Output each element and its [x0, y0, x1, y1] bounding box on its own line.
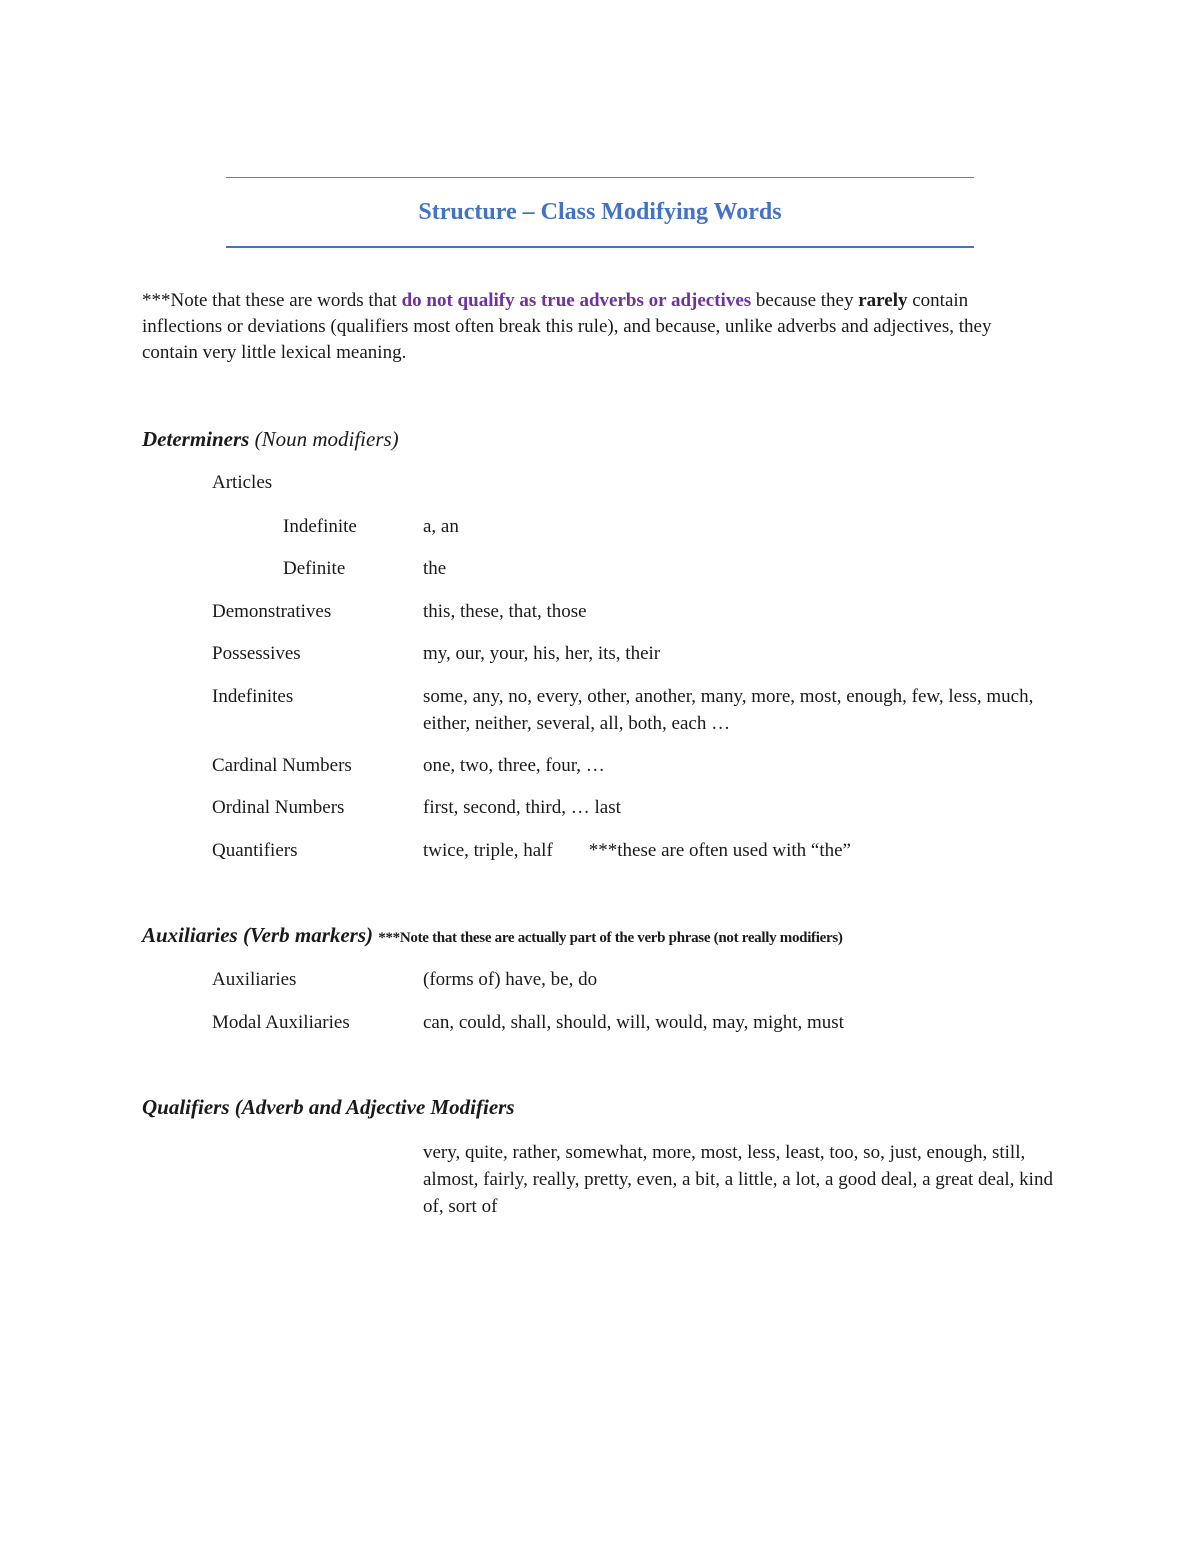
determiners-heading-bold: Determiners: [142, 427, 250, 451]
row-value-modal-auxiliaries: can, could, shall, should, will, would, may, might, must: [423, 1012, 844, 1033]
row-value-definite: the: [423, 558, 447, 579]
row-value-indefinite: a, an: [423, 516, 459, 537]
note-middle: because they: [751, 290, 859, 311]
quantifiers-value: twice, triple, half: [423, 840, 553, 861]
row-value-possessives: my, our, your, his, her, its, their: [423, 643, 661, 664]
qualifiers-heading: [142, 1095, 515, 1120]
determiners-heading-rest: (Noun modifiers): [249, 427, 399, 451]
note-prefix: ***Note that these are words that: [142, 290, 402, 311]
row-value-quantifiers: [423, 837, 1063, 864]
auxiliaries-heading-text: Auxiliaries (Verb markers): [142, 923, 374, 947]
row-value-ordinal-numbers: first, second, third, … last: [423, 797, 621, 818]
note-highlight: do not qualify as true adverbs or adjectives: [401, 290, 752, 311]
row-label-ordinal-numbers: Ordinal Numbers: [212, 797, 345, 818]
row-label-cardinal-numbers: Cardinal Numbers: [212, 755, 352, 776]
page-title: Structure – Class Modifying Words: [418, 199, 782, 225]
row-value-auxiliaries: (forms of) have, be, do: [423, 969, 598, 990]
note-suffix: contain inflections or deviations (qualifiers most often break this rule), and because, unlike adverbs and adjectives, they contain very little lexical meaning.: [142, 290, 992, 363]
row-label-indefinites: Indefinites: [212, 686, 294, 707]
title-bottom-rule: [226, 246, 974, 248]
row-label-modal-auxiliaries: Modal Auxiliaries: [212, 1012, 350, 1033]
quantifiers-note: ***these are often used with “the”: [588, 840, 851, 861]
determiners-heading: [142, 427, 399, 452]
auxiliaries-heading: [142, 923, 843, 948]
note-bold: rarely: [858, 290, 908, 311]
row-value-cardinal-numbers: one, two, three, four, …: [423, 755, 605, 776]
row-label-definite: Definite: [283, 558, 346, 579]
row-label-demonstratives: Demonstratives: [212, 601, 332, 622]
qualifiers-value: very, quite, rather, somewhat, more, most, less, least, too, so, just, enough, still, almost, fairly, really, pretty, even, a bit, a little, a lot, a good deal, a great deal, kind of, sort of: [423, 1142, 1053, 1217]
row-label-quantifiers: Quantifiers: [212, 840, 298, 861]
row-value-demonstratives: this, these, that, those: [423, 601, 587, 622]
title-top-rule: [226, 177, 974, 178]
row-label-auxiliaries: Auxiliaries: [212, 969, 297, 990]
articles-label: Articles: [212, 472, 273, 493]
row-label-indefinite: Indefinite: [283, 516, 357, 537]
row-value-indefinites: some, any, no, every, other, another, many, more, most, enough, few, less, much, either, neither, several, all, both, each …: [423, 686, 1034, 734]
auxiliaries-aside: ***Note that these are actually part of the verb phrase (not really modifiers): [378, 930, 843, 946]
row-label-possessives: Possessives: [212, 643, 301, 664]
intro-note: [142, 288, 1052, 366]
qualifiers-heading-text: Qualifiers (Adverb and Adjective Modifiers: [142, 1095, 515, 1119]
